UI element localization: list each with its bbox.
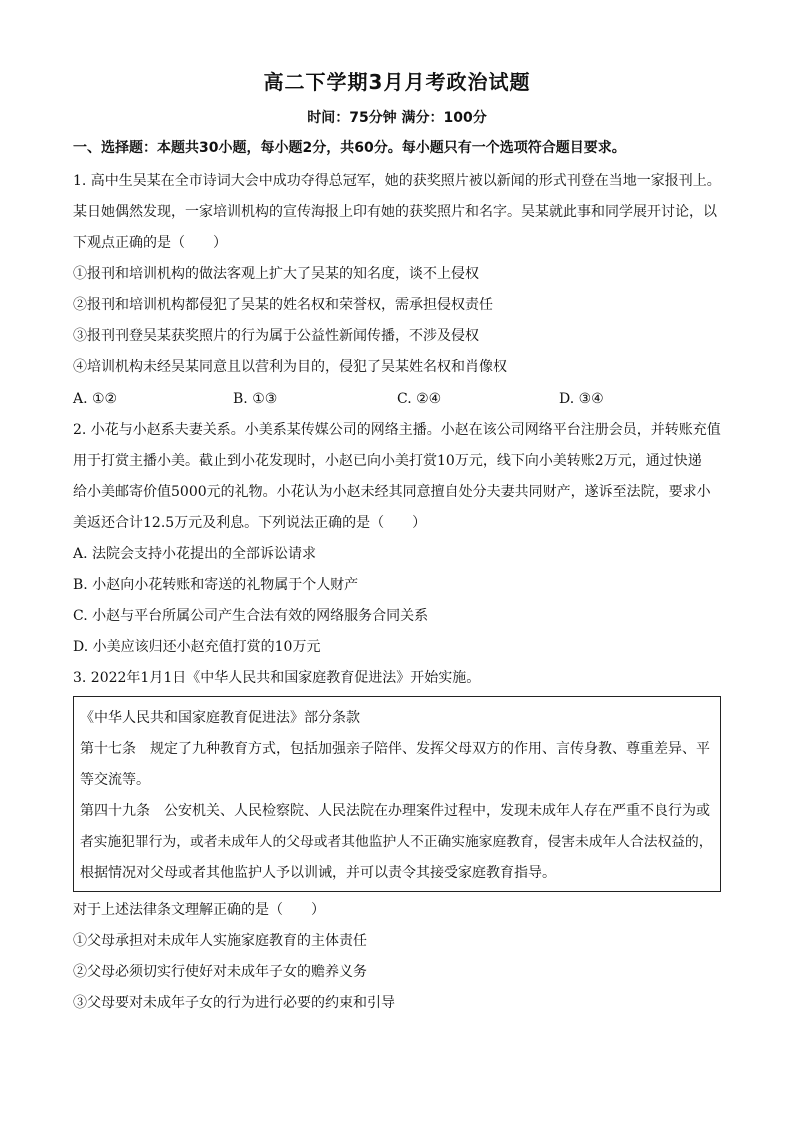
law-article-line: 第十七条 规定了九种教育方式，包括加强亲子陪伴、发挥父母双方的作用、言传身教、尊重差异、平 (80, 741, 710, 757)
law-article-line: 第四十九条 公安机关、人民检察院、人民法院在办理案件过程中，发现未成年人存在严重不良行为或 (80, 803, 710, 819)
q2-option-c: C. 小赵与平台所属公司产生合法有效的网络服务合同关系 (73, 608, 429, 624)
page-title: 高二下学期3月月考政治试题 (263, 70, 531, 94)
exam-time-score: 时间：75分钟 满分：100分 (307, 110, 487, 126)
section-heading: 一、选择题：本题共30小题，每小题2分，共60分。每小题只有一个选项符合题目要求。 (73, 140, 626, 156)
law-article-line: 等交流等。 (80, 772, 150, 788)
q1-stem-line: 某日她偶然发现，一家培训机构的宣传海报上印有她的获奖照片和名字。吴某就此事和同学展开讨论，以 (73, 204, 717, 220)
q2-stem-line: 2. 小花与小赵系夫妻关系。小美系某传媒公司的网络主播。小赵在该公司网络平台注册会员，并转账充值 (73, 422, 721, 438)
q1-stem-line: 下观点正确的是（ ） (73, 235, 227, 251)
q2-stem-line: 用于打赏主播小美。截止到小花发现时，小赵已向小美打赏10万元，线下向小美转账2万元，通过快递 (73, 453, 702, 469)
q1-stem-line: 1. 高中生吴某在全市诗词大会中成功夺得总冠军，她的获奖照片被以新闻的形式刊登在当地一家报刊上。 (73, 173, 721, 189)
q3-question: 对于上述法律条文理解正确的是（ ） (73, 902, 325, 918)
q2-stem-line: 美返还合计12.5万元及利息。下列说法正确的是（ ） (73, 515, 427, 531)
q2-option-b: B. 小赵向小花转账和寄送的礼物属于个人财产 (73, 577, 359, 593)
q3-stem: 3. 2022年1月1日《中华人民共和国家庭教育促进法》开始实施。 (73, 670, 481, 686)
q1-statement: ②报刊和培训机构都侵犯了吴某的姓名权和荣誉权，需承担侵权责任 (73, 297, 493, 313)
q3-statement: ①父母承担对未成年人实施家庭教育的主体责任 (73, 933, 367, 949)
q3-statement: ③父母要对未成年子女的行为进行必要的约束和引导 (73, 995, 395, 1011)
q2-stem-line: 给小美邮寄价值5000元的礼物。小花认为小赵未经其同意擅自处分夫妻共同财产，遂诉至法院，要求小 (73, 484, 711, 500)
q1-option-a: A. ①② (73, 391, 118, 407)
law-article-line: 者实施犯罪行为，或者未成年人的父母或者其他监护人不正确实施家庭教育，侵害未成年人合法权益的， (80, 834, 713, 850)
law-article-line: 根据情况对父母或者其他监护人予以训诫，并可以责令其接受家庭教育指导。 (80, 865, 556, 881)
q1-option-c: C. ②④ (397, 391, 442, 407)
q1-option-b: B. ①③ (233, 391, 278, 407)
q3-statement: ②父母必须切实行使好对未成年子女的赡养义务 (73, 964, 367, 980)
law-excerpt-title: 《中华人民共和国家庭教育促进法》部分条款 (80, 710, 360, 726)
q1-statement: ④培训机构未经吴某同意且以营利为目的，侵犯了吴某姓名权和肖像权 (73, 359, 507, 375)
q1-option-d: D. ③④ (559, 391, 604, 407)
q2-option-a: A. 法院会支持小花提出的全部诉讼请求 (73, 546, 317, 562)
q2-option-d: D. 小美应该归还小赵充值打赏的10万元 (73, 639, 321, 655)
q1-statement: ③报刊刊登吴某获奖照片的行为属于公益性新闻传播，不涉及侵权 (73, 328, 479, 344)
q1-statement: ①报刊和培训机构的做法客观上扩大了吴某的知名度，谈不上侵权 (73, 266, 479, 282)
